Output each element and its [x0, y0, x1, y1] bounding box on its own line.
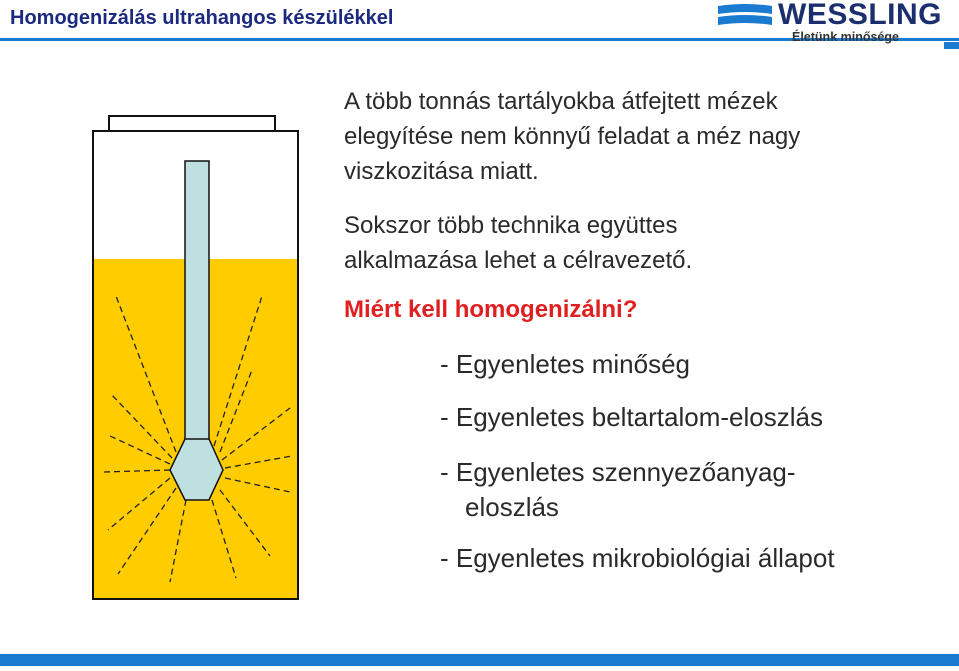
footer-bar [0, 654, 959, 666]
homogenizer-diagram [0, 0, 330, 671]
intro-line: elegyítése nem könnyű feladat a méz nagy [344, 123, 801, 150]
bullet-microbiological-state: - Egyenletes mikrobiológiai állapot [440, 543, 835, 573]
question-heading: Miért kell homogenizálni? [344, 296, 638, 323]
page-title: Homogenizálás ultrahangos készülékkel [10, 7, 394, 29]
logo-corner-accent [944, 42, 959, 49]
intro-line: A több tonnás tartályokba átfejtett mézek [344, 88, 778, 115]
bullet-line: - Egyenletes szennyezőanyag- [440, 457, 796, 487]
intro-line: viszkozitása miatt. [344, 158, 539, 185]
bullet-line: eloszlás [465, 492, 559, 522]
probe-shaft [185, 161, 209, 441]
intro-paragraph [344, 84, 800, 189]
logo-tagline: Életünk minősége [792, 30, 899, 44]
wessling-logo [718, 2, 948, 50]
technique-line: alkalmazása lehet a célravezető. [344, 247, 693, 274]
bullet-contaminant-distribution [440, 455, 796, 525]
logo-name: WESSLING [778, 0, 943, 31]
bullet-quality: - Egyenletes minőség [440, 349, 691, 379]
tank-lid [109, 116, 275, 131]
bullet-content-distribution: - Egyenletes beltartalom-eloszlás [440, 402, 823, 432]
technique-paragraph [344, 208, 692, 278]
technique-line: Sokszor több technika együttes [344, 212, 678, 239]
wave-logo-icon [718, 4, 772, 28]
